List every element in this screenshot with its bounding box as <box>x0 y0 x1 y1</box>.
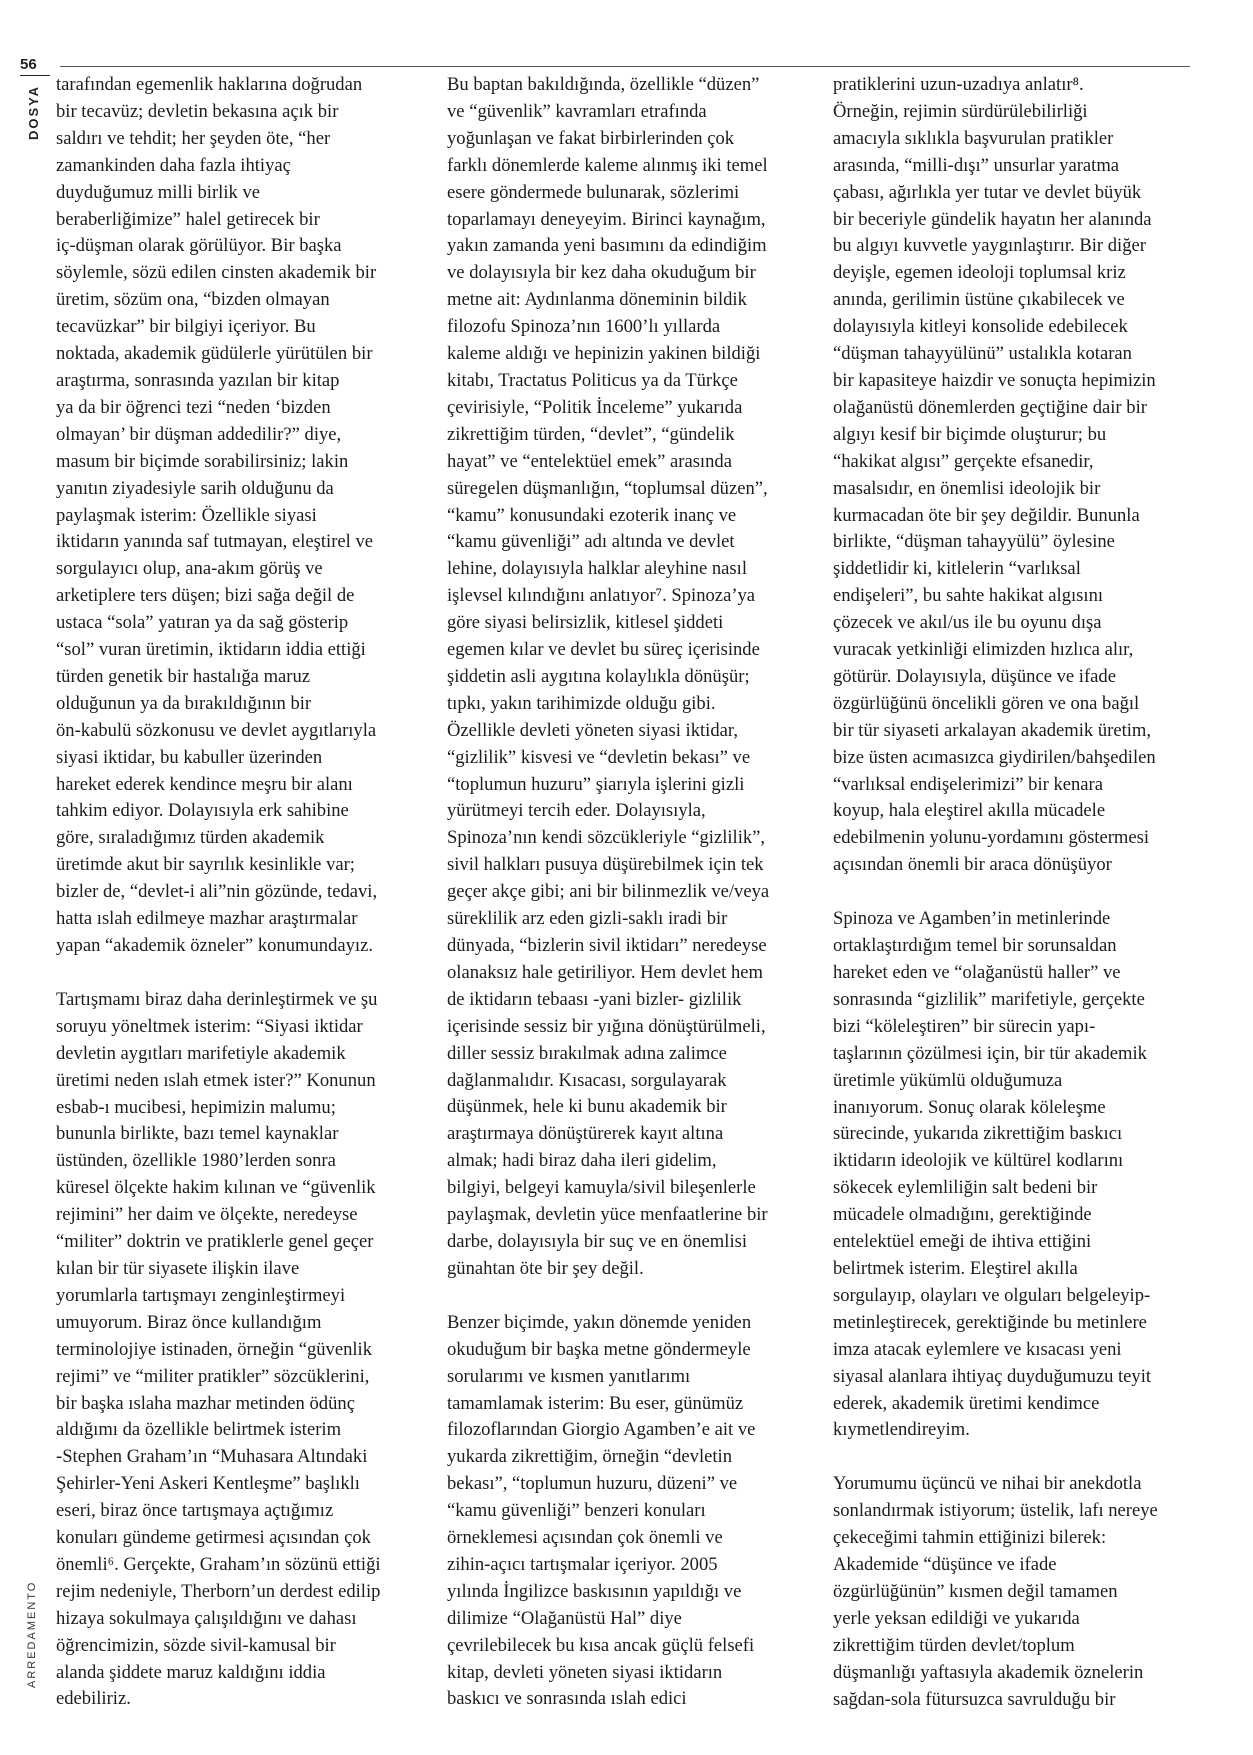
page-number: 56 <box>20 56 50 76</box>
paragraph: tarafından egemenlik haklarına doğrudan bir tecavüz; devletin bekasına açık bir saldırı ve tehdit; her şeyden öte, “her zamankinden daha fazla ihtiyaç duyduğumuz milli birlik ve beraberliğimize” halel getirecek bir iç-düşman olarak görülüyor. Bir başka söylemle, sözü edilen cinsten akademik bir üretim, sözüm ona, “bizden olmayan tecavüzkar” bir bilgiyi içeriyor. Bu noktada, akademik güdülerle yürütülen bir araştırma, sonrasında yazılan bir kitap ya da bir öğrenci tezi “neden ‘bizden olmayan’ bir düşman addedilir?” diye, masum bir biçimde sorabilirsiniz; lakin yanıtın ziyadesiyle sarih olduğunu da paylaşmak isterim: Özellikle siyasi iktidarın yanında saf tutmayan, eleştirel ve sorgulayıcı olup, ana-akım görüş ve arketiplere ters düşen; bizi sağa değil de ustaca “sola” yatıran ya da sağ gösterip “sol” vuran üretimin, iktidarın iddia ettiği türden genetik bir hastalığa maruz olduğunun ya da bırakıldığının bir ön-kabulü sözkonusu ve devlet aygıtlarıyla siyasi iktidar, bu kabuller üzerinden hareket ederek kendince meşru bir alanı tahkim ediyor. Dolayısıyla erk sahibine göre, sıraladığımız türden akademik üretimde akut bir sayrılık kesinlikle var; bizler de, “devlet-i ali”nin gözünde, tedavi, hatta ıslah edilmeye mazhar araştırmalar yapan “akademik özneler” konumundayız. <box>56 74 378 956</box>
paragraph: Spinoza ve Agamben’in metinlerinde ortaklaştırdığım temel bir sorunsaldan hareket eden ve “olağanüstü haller” ve sonrasında “gizlilik” marifetiyle, gerçekte bizi “köleleştiren” bir sürecin yapı- taşlarının çözülmesi için, bir tür akademik üretimle yükümlü olduğumuza inanıyorum. Sonuç olarak köleleşme sürecinde, yukarıda zikrettiğim baskıcı iktidarın ideolojik ve kültürel kodlarını sökecek eylemliliğin salt bedeni bir mücadele olmadığını, gerektiğinde entelektüel emeği de ihtiva ettiğini belirtmek isterim. Eleştirel akılla sorgulayıp, olayları ve olguları belgeleyip- metinleştirecek, gerektiğinde bu metinlere imza atacak eylemlere ve kısacası yeni siyasal alanlara ihtiyaç duyduğumuzu teyit ederek, akademik üretimi kendimce kıymetlendireyim. <box>833 908 1152 1441</box>
paragraph: Yorumumu üçüncü ve nihai bir anekdotla sonlandırmak istiyorum; üstelik, lafı nereye çekeceğimi tahmin ettiğinizi bilerek: Akademide “düşünce ve ifade özgürlüğünün” kısmen değil tamamen yerle yeksan edildiği ve yukarıda zikrettiğim türden devlet/toplum düşmanlığı yaftasıyla akademik öznelerin sağdan-sola fütursuzca savrulduğu bir <box>833 1473 1158 1710</box>
paragraph: Tartışmamı biraz daha derinleştirmek ve şu soruyu yöneltmek isterim: “Siyasi iktidar devletin aygıtları marifetiyle akademik üretimi neden ıslah etmek ister?” Konunun esbab-ı mucibesi, hepimizin malumu; bununla birlikte, bazı temel kaynaklar üstünden, özellikle 1980’lerden sonra küresel ölçekte hakim kılınan ve “güvenlik rejimini” her daim ve ölçekte, neredeyse “militer” doktrin ve pratiklerle genel geçer kılan bir tür siyasete ilişkin ilave yorumlarla tartışmayı zenginleştirmeyi umuyorum. Biraz önce kullandığım terminolojiye istinaden, örneğin “güvenlik rejimi” ve “militer pratikler” sözcüklerini, bir başka ıslaha mazhar metinden ödünç aldığımı da özellikle belirtmek isterim -Stephen Graham’ın “Muhasara Altındaki Şehirler-Yeni Askeri Kentleşme” başlıklı eseri, biraz önce tartışmaya açtığımız konuları gündeme getirmesi açısından çok önemli⁶. Gerçekte, Graham’ın sözünü ettiği rejim nedeniyle, Therborn’un derdest edilip hizaya sokulmaya çalışıldığını ve dahası öğrencimizin, sözde sivil-kamusal bir alanda şiddete maruz kaldığını iddia edebiliriz. <box>56 988 381 1710</box>
text-column-3 <box>833 72 1211 1713</box>
section-label: DOSYA <box>26 84 41 140</box>
paragraph: pratiklerini uzun-uzadıya anlatır⁸. Örneğin, rejimin sürdürülebilirliği amacıyla sıklıkla başvurulan pratikler arasında, “milli-dışı” unsurlar yaratma çabası, ağırlıkla yer tutar ve devlet büyük bir beceriyle gündelik hayatın her alanında bu algıyı kuvvetle yaygınlaştırır. Bir diğer deyişle, egemen ideoloji toplumsal kriz anında, gerilimin üstüne çıkabilecek ve dolayısıyla kitleyi konsolide edebilecek “düşman tahayyülünü” ustalıkla kotaran bir kapasiteye haizdir ve sonuçta hepimizin olağanüstü dönemlerden geçtiğine dair bir algıyı kesif bir biçimde oluşturur; bu “hakikat algısı” gerçekte efsanedir, masalsıdır, en önemlisi ideolojik bir kurmacadan öte bir şey değildir. Bununla birlikte, “düşman tahayyülü” öylesine şiddetlidir ki, kitlelerin “varlıksal endişeleri”, bu sahte hakikat algısını çözecek ve akıl/us ile bu oyunu dışa vuracak yetkinliği elimizden hızlıca alır, götürür. Dolayısıyla, düşünce ve ifade özgürlüğünü öncelikli gören ve ona bağıl bir tür siyaseti arkalayan akademik üretim, bize üsten acımasızca giydirilen/bahşedilen “varlıksal endişelerimizi” bir kenara koyup, hala eleştirel akılla mücadele edebilmenin yolunu-yordamını göstermesi açısından önemli bir araca dönüşüyor <box>833 74 1156 876</box>
text-column-2 <box>447 72 825 1713</box>
top-rule <box>60 66 1190 67</box>
paragraph: Benzer biçimde, yakın dönemde yeniden okuduğum bir başka metne göndermeyle sorularımı ve kısmen yanıtlarımı tamamlamak isterim: Bu eser, günümüz filozoflarından Giorgio Agamben’e ait ve yukarda zikrettiğim, örneğin “devletin bekası”, “toplumun huzuru, düzeni” ve “kamu güvenliği” benzeri konuları örneklemesi açısından çok önemli ve zihin-açıcı tartışmalar içeriyor. 2005 yılında İngilizce baskısının yapıldığı ve dilimize “Olağanüstü Hal” diye çevrilebilecek bu kısa ancak güçlü felsefi kitap, devleti yöneten siyasi iktidarın baskıcı ve sonrasında ıslah edici <box>447 1311 756 1710</box>
paragraph: Bu baptan bakıldığında, özellikle “düzen” ve “güvenlik” kavramları etrafında yoğunlaşan ve fakat birbirlerinden çok farklı dönemlerde kaleme alınmış iki temel esere göndermede bulunarak, sözlerimi toparlamayı deneyeyim. Birinci kaynağım, yakın zamanda yeni basımını da edindiğim ve dolayısıyla bir kez daha okuduğum bir metne ait: Aydınlanma döneminin bildik filozofu Spinoza’nın 1600’lı yıllarda kaleme aldığı ve hepinizin yakinen bildiği kitabı, Tractatus Politicus ya da Türkçe çevirisiyle, “Politik İnceleme” yukarıda zikrettiğim türden, “devlet”, “gündelik hayat” ve “entelektüel emek” arasında süregelen düşmanlığın, “toplumsal düzen”, “kamu” konusundaki ezoterik inanç ve “kamu güvenliği” adı altında ve devlet lehine, dolayısıyla halklar aleyhine nasıl işlevsel kılındığını anlatıyor⁷. Spinoza’ya göre siyasi belirsizlik, kitlesel şiddeti egemen kılar ve devlet bu süreç içerisinde şiddetin asli aygıtına kolaylıkla dönüşür; tıpkı, yakın tarihimizde olduğu gibi. Özellikle devleti yöneten siyasi iktidar, “gizlilik” kisvesi ve “devletin bekası” ve “toplumun huzuru” şiarıyla işlerini gizli yürütmeyi tercih eder. Dolayısıyla, Spinoza’nın kendi sözcükleriyle “gizlilik”, sivil halkları pusuya düşürebilmek için tek geçer akçe gibi; ani bir bilinmezlik ve/veya süreklilik arz eden gizli-saklı iradi bir dünyada, “bizlerin sivil iktidarı” neredeyse olanaksız hale getiriliyor. Hem devlet hem de iktidarın tebaası -yani bizler- gizlilik içerisinde sessiz bir yığına dönüştürülmeli, diller sessiz bırakılmak adına zalimce dağlanmalıdır. Kısacası, sorgulayarak düşünmek, hele ki bunu akademik bir araştırmaya dönüştürerek kayıt altına almak; hadi biraz daha ileri gidelim, bilgiyi, belgeyi kamuyla/sivil bileşenlerle paylaşmak, devletin yüce menfaatlerine bir darbe, dolayısıyla bir suç ve en önemlisi günahtan öte bir şey değil. <box>447 74 770 1279</box>
left-margin <box>0 0 48 1755</box>
magazine-name: ARREDAMENTO <box>26 1580 38 1688</box>
text-column-1 <box>56 72 434 1713</box>
